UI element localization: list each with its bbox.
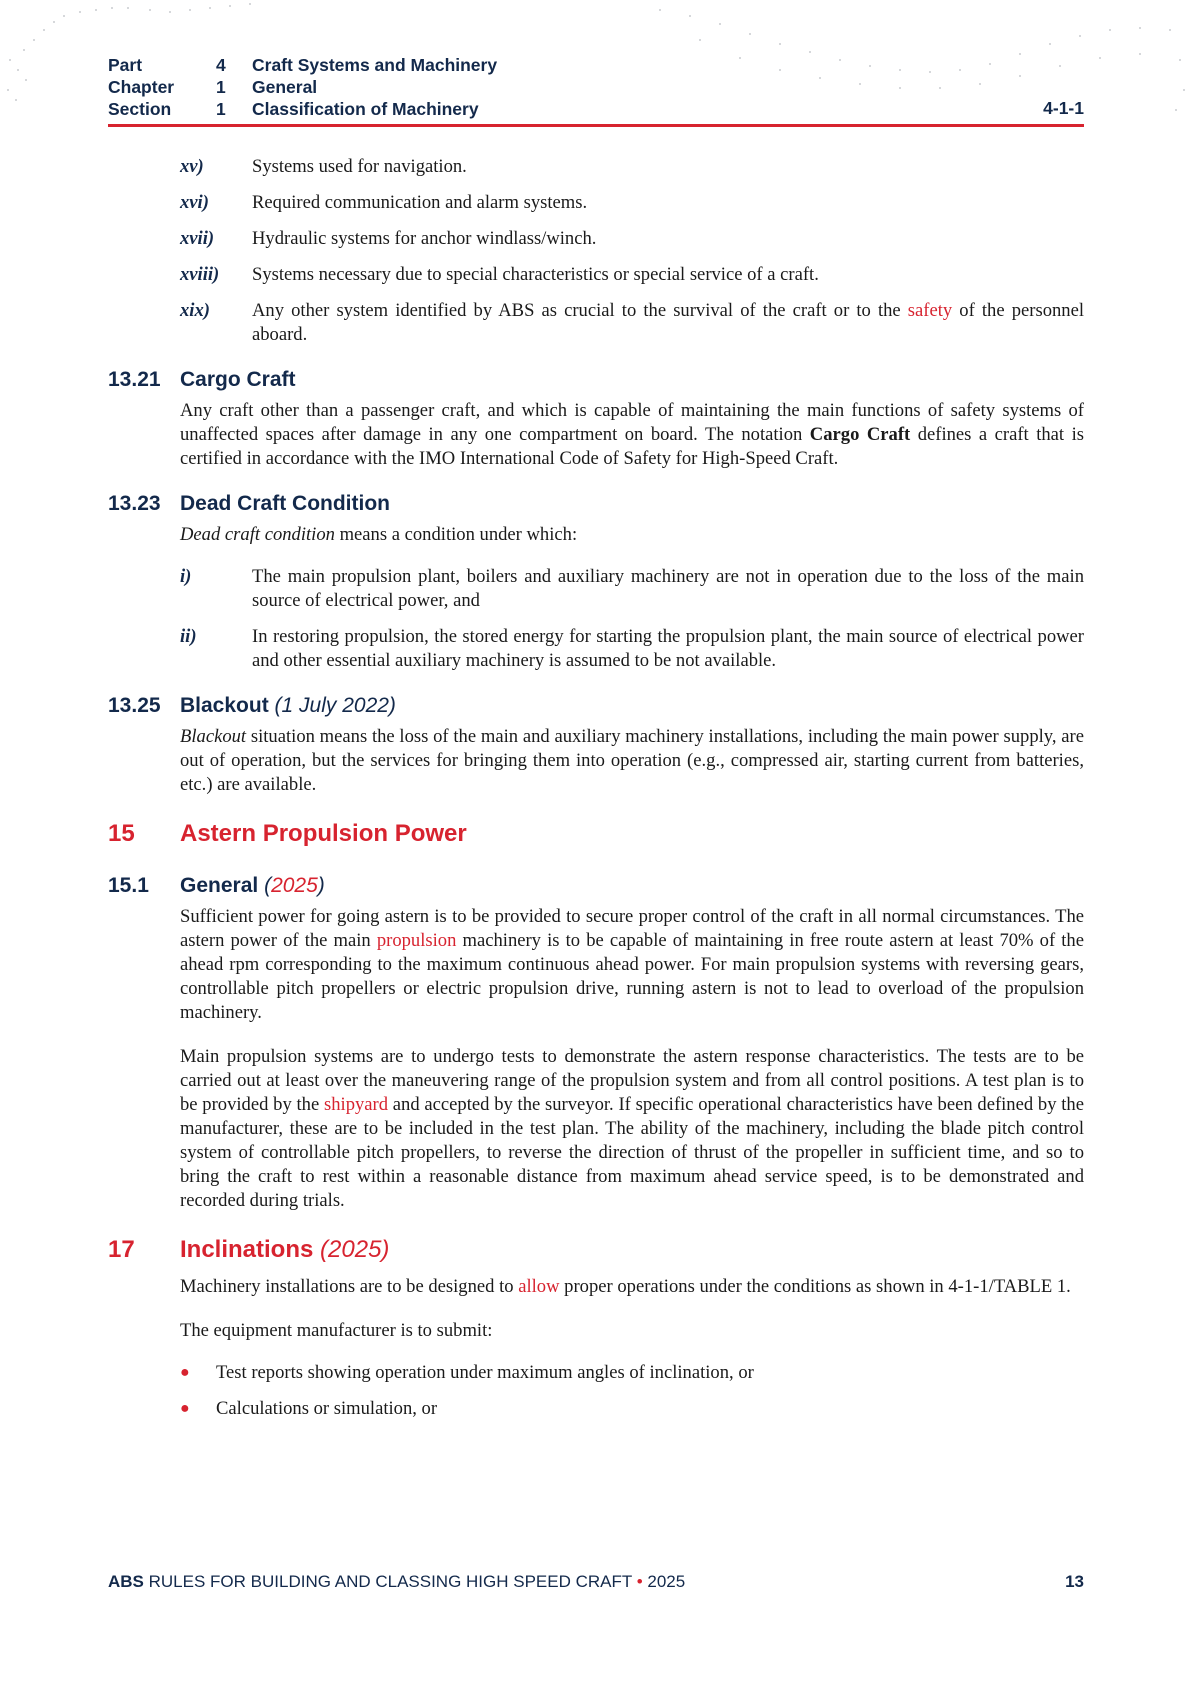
paragraph — [180, 905, 1084, 1025]
list-text: Systems necessary due to special characteristics or special service of a craft. — [252, 264, 819, 285]
notation-bold: Cargo Craft — [809, 424, 911, 445]
footer-year: 2025 — [642, 1572, 686, 1591]
list-text: The main propulsion plant, boilers and auxiliary machinery are not in operation due to the loss of the main source of electrical power, and — [252, 566, 1084, 611]
header-title: Classification of Machinery — [252, 99, 479, 119]
paragraph — [180, 1045, 1084, 1213]
heading-number: 17 — [108, 1236, 135, 1263]
page-number: 13 — [1065, 1572, 1084, 1591]
heading-title: Astern Propulsion Power — [180, 820, 467, 847]
glossary-link-safety[interactable]: safety — [907, 300, 953, 321]
list-label: xviii) — [180, 264, 220, 285]
running-header — [108, 54, 1084, 120]
list-label: xvii) — [180, 228, 215, 249]
bullet-icon: ● — [180, 1400, 190, 1417]
heading-date: ( — [264, 874, 272, 897]
list-item — [180, 191, 1084, 215]
paragraph — [180, 399, 1084, 471]
heading-number: 15.1 — [108, 874, 149, 897]
section-code: 4-1-1 — [1043, 98, 1084, 118]
list-text: Hydraulic systems for anchor windlass/winch. — [252, 228, 597, 249]
header-row-section — [108, 98, 1084, 120]
heading-title: Dead Craft Condition — [180, 492, 390, 515]
text-run: Any other system identified by ABS as crucial to the survival of the craft or to the — [252, 300, 908, 321]
list-label: xvi) — [180, 192, 209, 213]
list-text: In restoring propulsion, the stored energy for starting the propulsion plant, the main source of electrical power and other essential auxiliary machinery is assumed to be not available. — [252, 626, 1084, 671]
list-label: ii) — [180, 626, 197, 647]
page-footer — [108, 1572, 1084, 1592]
list-text: Systems used for navigation. — [252, 156, 467, 177]
heading-date: ) — [317, 874, 325, 897]
list-item — [180, 263, 1084, 287]
header-row-part — [108, 54, 1084, 76]
header-num: 1 — [216, 99, 226, 119]
heading-13-23 — [108, 491, 1084, 517]
list-label: xix) — [180, 300, 210, 321]
term-italic: Dead craft condition — [180, 524, 335, 545]
bullet-text: Test reports showing operation under maximum angles of inclination, or — [216, 1362, 754, 1383]
heading-number: 15 — [108, 820, 135, 847]
heading-title: Cargo Craft — [180, 368, 296, 391]
header-key: Part — [108, 55, 143, 75]
bullet-icon: ● — [180, 1364, 190, 1381]
glossary-link-allow[interactable]: allow — [518, 1276, 560, 1297]
heading-title-text: Inclinations — [180, 1236, 314, 1263]
header-num: 4 — [216, 55, 226, 75]
heading-title-text: General — [180, 874, 259, 897]
heading-number: 13.21 — [108, 368, 161, 391]
term-italic: Blackout — [180, 726, 247, 747]
heading-number: 13.25 — [108, 694, 161, 717]
header-num: 1 — [216, 77, 226, 97]
text-run: means a condition under which: — [334, 524, 578, 545]
paragraph — [180, 1275, 1084, 1299]
bullet-item — [180, 1361, 1084, 1385]
header-key: Section — [108, 99, 172, 119]
text-run: Machinery installations are to be designed to — [180, 1276, 519, 1297]
glossary-link-shipyard[interactable]: shipyard — [324, 1094, 389, 1115]
heading-number: 13.23 — [108, 492, 161, 515]
header-title: General — [252, 77, 318, 97]
heading-title-text: Blackout — [180, 694, 269, 717]
heading-17 — [108, 1235, 1084, 1265]
text-run: of the personnel aboard. — [252, 300, 1085, 345]
header-rule — [108, 124, 1084, 127]
footer-title: RULES FOR BUILDING AND CLASSING HIGH SPEED CRAFT — [143, 1572, 637, 1591]
heading-13-21 — [108, 367, 1084, 393]
text-run: Sufficient power for going astern is to be provided to secure proper control of the craft in all normal circumstances. The astern power of the main — [180, 906, 1084, 951]
list-text — [252, 299, 1084, 347]
header-row-chapter — [108, 76, 1084, 98]
heading-date: (1 July 2022) — [274, 694, 396, 717]
text-run: defines a craft that is certified in accordance with the IMO International Code of Safety for High-Speed Craft. — [180, 424, 1084, 469]
list-label: i) — [180, 566, 192, 587]
glossary-link-propulsion[interactable]: propulsion — [376, 930, 457, 951]
list-item — [180, 625, 1084, 673]
header-title: Craft Systems and Machinery — [252, 55, 498, 75]
text-run: Main propulsion systems are to undergo tests to demonstrate the astern response characteristics. The tests are to be carried out at least over the maneuvering range of the propulsion system and from all control positions. A test plan is to be provided by the — [180, 1046, 1084, 1115]
heading-15 — [108, 819, 1084, 849]
text-run: and accepted by the surveyor. If specific operational characteristics have been defined by the manufacturer, these are to be included in the test plan. The ability of the machinery, including the blade pitch control system of controllable pitch propellers, to reverse the direction of thrust of the propeller in sufficient time, and so to bring the craft to rest within a reasonable distance from maximum ahead service speed, is to be demonstrated and recorded during trials. — [180, 1094, 1084, 1211]
bullet-text: Calculations or simulation, or — [216, 1398, 438, 1419]
heading-date-link[interactable]: 2025 — [271, 874, 318, 897]
text-run: Any craft other than a passenger craft, and which is capable of maintaining the main functions of safety systems of unaffected spaces after damage in any one compartment on board. The notation — [180, 400, 1084, 445]
heading-title — [180, 873, 325, 899]
list-item — [180, 299, 1084, 347]
paragraph — [180, 725, 1084, 797]
footer-abs-logo: ABS — [108, 1572, 144, 1591]
heading-15-1 — [108, 873, 1084, 899]
list-item — [180, 227, 1084, 251]
list-text: Required communication and alarm systems. — [252, 192, 588, 213]
text-run: machinery is to be capable of maintaining in free route astern at least 70% of the ahead rpm corresponding to the maximum continuous ahead power. For main propulsion systems with reversing gears, controllable pitch propellers or electric propulsion drive, running astern is not to lead to overload of the propulsion machinery. — [180, 930, 1084, 1023]
page-body — [108, 155, 1084, 1433]
heading-title — [180, 1235, 389, 1265]
text-run: situation means the loss of the main and auxiliary machinery installations, including the main power supply, are out of operation, but the services for bringing them into operation (e.g., compressed air, starting current from batteries, etc.) are available. — [180, 726, 1084, 795]
paragraph: The equipment manufacturer is to submit: — [180, 1320, 493, 1341]
footer-separator: • — [636, 1572, 643, 1591]
list-item — [180, 155, 1084, 179]
heading-title — [180, 693, 396, 719]
heading-13-25 — [108, 693, 1084, 719]
heading-date: (2025) — [320, 1236, 390, 1263]
bullet-item — [180, 1397, 1084, 1421]
header-key: Chapter — [108, 77, 175, 97]
list-label: xv) — [180, 156, 204, 177]
list-item — [180, 565, 1084, 613]
text-run: proper operations under the conditions as shown in 4-1-1/TABLE 1. — [559, 1276, 1071, 1297]
paragraph — [180, 523, 1084, 547]
